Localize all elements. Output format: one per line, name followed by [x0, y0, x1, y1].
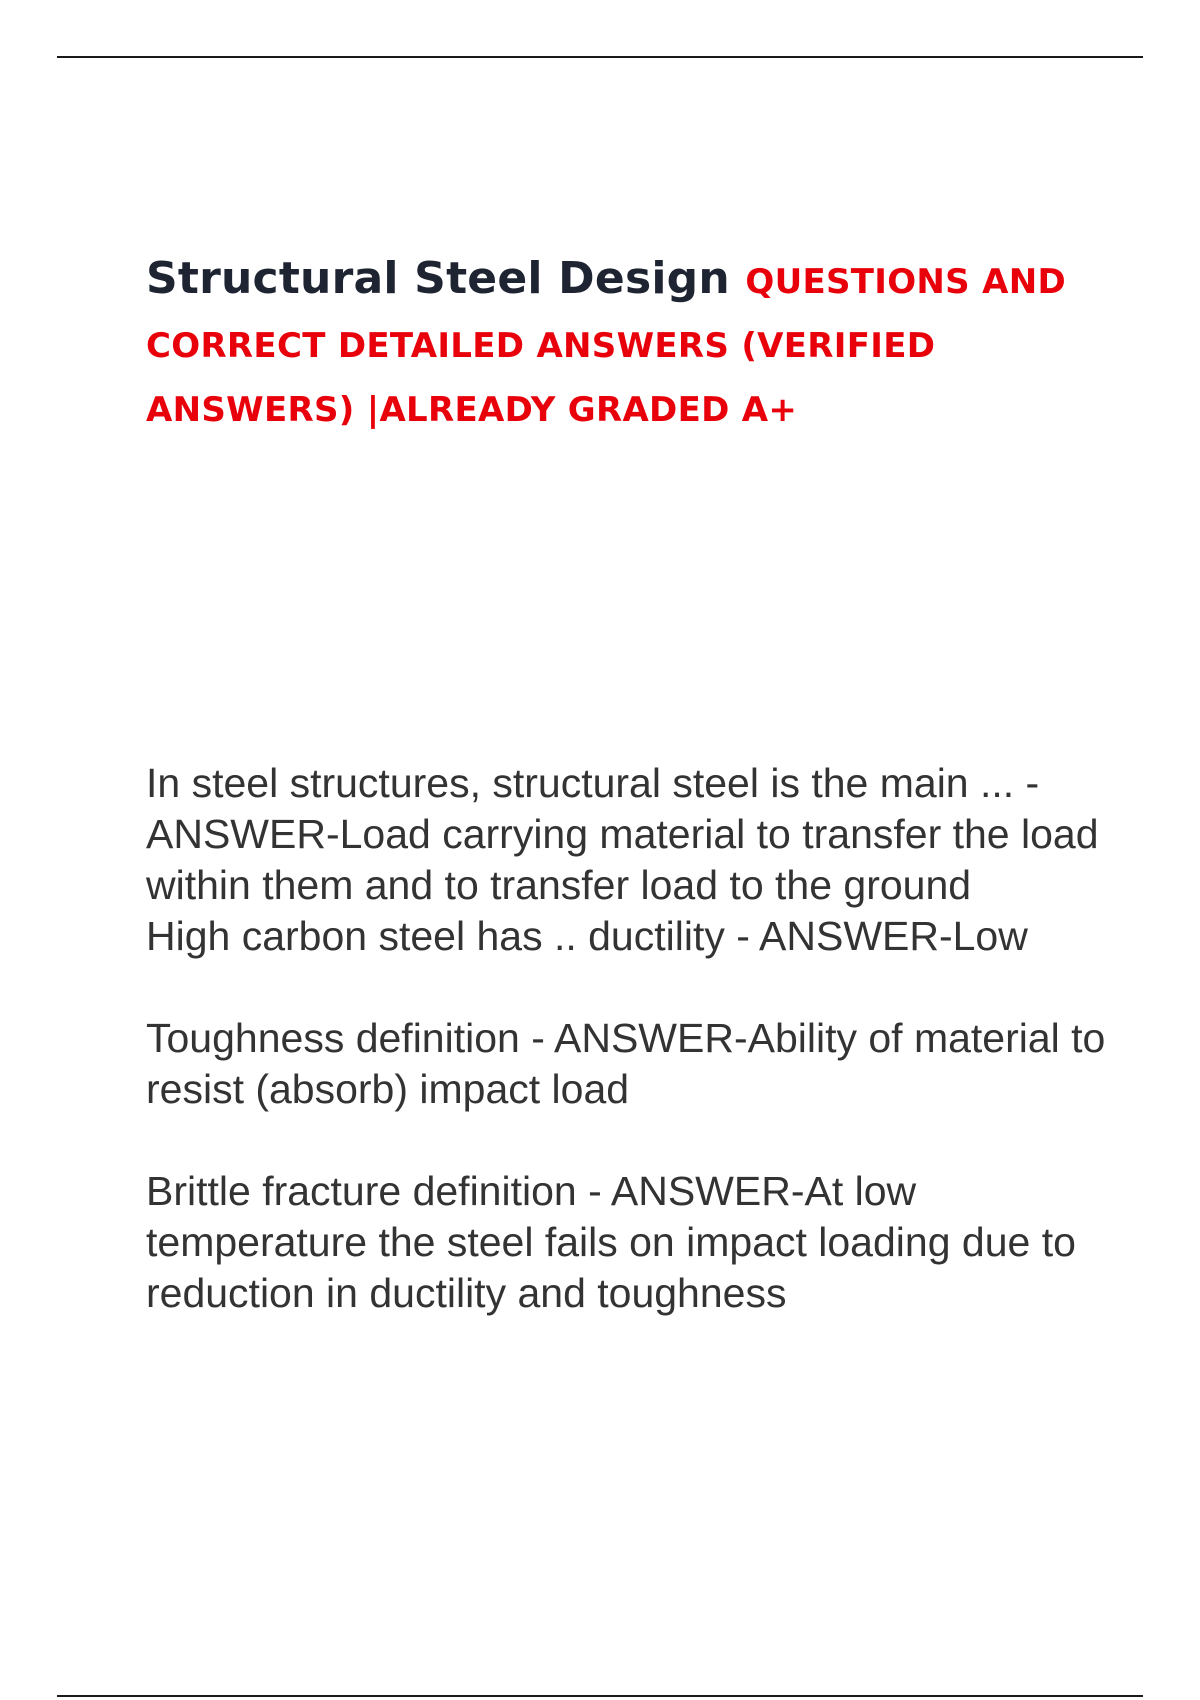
- qa-item: Toughness definition - ANSWER-Ability of material to resist (absorb) impact load: [146, 1015, 1117, 1112]
- qa-item: High carbon steel has .. ductility - ANSWER-Low: [146, 913, 1028, 959]
- qa-item: In steel structures, structural steel is the main ... - ANSWER-Load carrying material to transfer the load within them and to transfer load to the ground: [146, 760, 1110, 908]
- footer-rule: [57, 1695, 1143, 1697]
- title-main: Structural Steel Design: [146, 253, 746, 304]
- title-subtitle: QUESTIONS AND CORRECT DETAILED ANSWERS (VERIFIED ANSWERS) |ALREADY GRADED A+: [146, 262, 1067, 430]
- header-rule: [57, 56, 1143, 58]
- qa-item: Brittle fracture definition - ANSWER-At low temperature the steel fails on impact loading due to reduction in ductility and toughness: [146, 1168, 1088, 1316]
- document-title: [146, 250, 1086, 445]
- qa-content: [146, 758, 1117, 1319]
